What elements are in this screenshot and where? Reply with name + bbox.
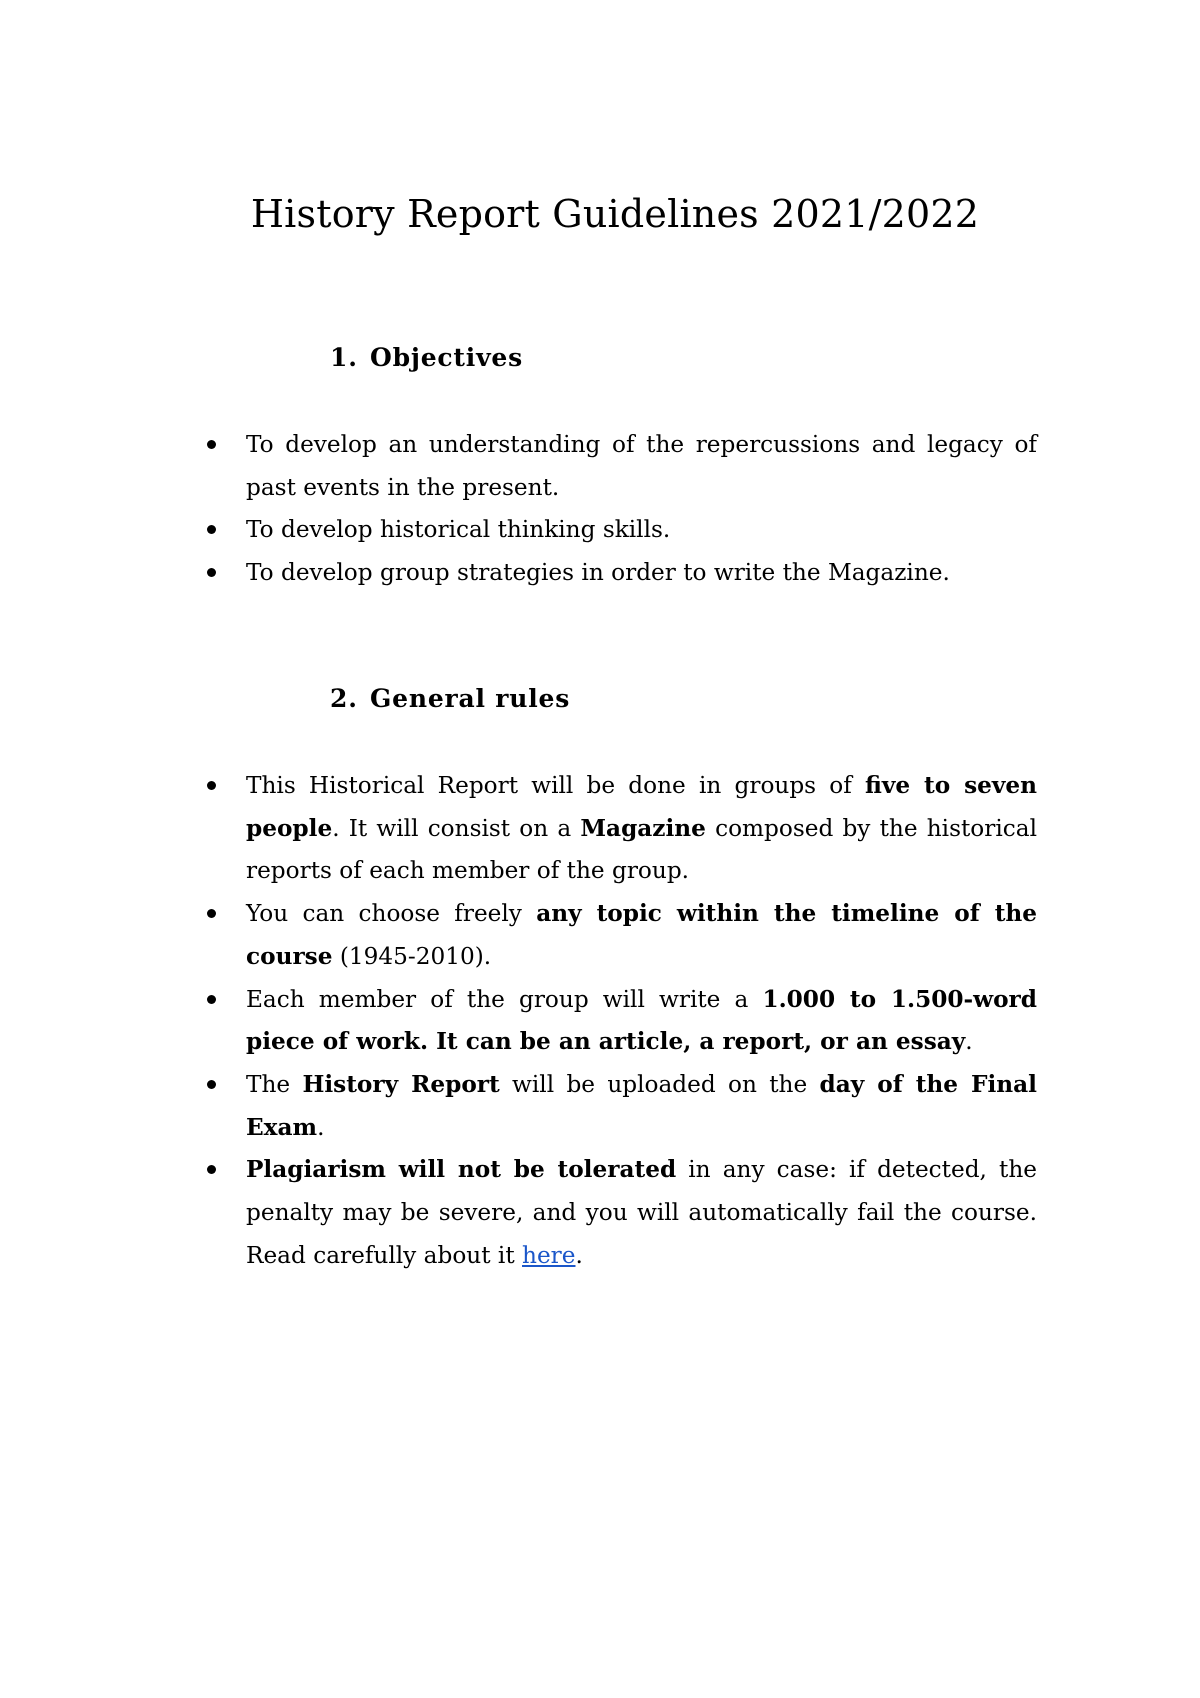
bullet-icon: [207, 568, 216, 577]
bullet-text: will be uploaded on the: [499, 1070, 820, 1098]
bullet-text: . It will consist on a: [332, 814, 581, 842]
bold-text: Magazine: [580, 814, 706, 842]
section-title: General rules: [370, 684, 571, 713]
bullet-text: in any case: if detected, the penalty may be severe, and you will automatically fail the course. Read carefully about it: [246, 1156, 1037, 1269]
bullet-text: .: [575, 1241, 583, 1269]
bullet-text: You can choose freely: [246, 900, 537, 928]
bullet-icon: [207, 1080, 216, 1089]
list-item: [205, 1064, 1037, 1149]
bullet-icon: [207, 1165, 216, 1174]
bullet-icon: [207, 909, 216, 918]
section-number: 2.: [330, 684, 358, 713]
general-rules-list: [205, 765, 1037, 1277]
list-item: [205, 765, 1037, 893]
list-item: [205, 424, 1037, 509]
section-heading-general-rules: [330, 681, 570, 717]
bullet-icon: [207, 525, 216, 534]
here-link[interactable]: here: [522, 1241, 576, 1269]
bold-text: 1.000 to 1.500-word piece of work. It can be an article, a report, or an essay: [246, 985, 1037, 1056]
bullet-text: To develop an understanding of the repercussions and legacy of past events in the present.: [246, 431, 1037, 501]
document-title: History Report Guidelines 2021/2022: [250, 192, 980, 236]
list-item: [205, 1149, 1037, 1277]
bold-text: Plagiarism will not be tolerated: [246, 1156, 677, 1184]
bullet-icon: [207, 781, 216, 790]
list-item: [205, 509, 1037, 552]
section-title: Objectives: [370, 343, 523, 372]
bullet-text: To develop historical thinking skills.: [246, 516, 671, 544]
bullet-text: .: [965, 1028, 973, 1056]
list-item: [205, 552, 1037, 595]
objectives-list: [205, 424, 1037, 595]
bullet-text: composed by the historical reports of each member of the group.: [246, 814, 1037, 885]
bullet-text: The: [246, 1070, 303, 1098]
section-number: 1.: [330, 343, 358, 372]
bullet-text: (1945-2010).: [332, 942, 492, 970]
bullet-icon: [207, 440, 216, 449]
list-item: [205, 893, 1037, 978]
bold-text: day of the Final Exam: [246, 1070, 1037, 1141]
section-heading-objectives: [330, 340, 523, 376]
list-item: [205, 979, 1037, 1064]
bullet-text: This Historical Report will be done in groups of: [246, 772, 866, 799]
bullet-icon: [207, 995, 216, 1004]
bold-text: any topic within the timeline of the course: [246, 900, 1038, 970]
bold-text: History Report: [302, 1070, 500, 1098]
bullet-text: .: [317, 1113, 325, 1141]
bullet-text: Each member of the group will write a: [246, 985, 763, 1013]
bold-text: five to seven people: [246, 772, 1037, 842]
bullet-text: To develop group strategies in order to write the Magazine.: [246, 559, 950, 587]
